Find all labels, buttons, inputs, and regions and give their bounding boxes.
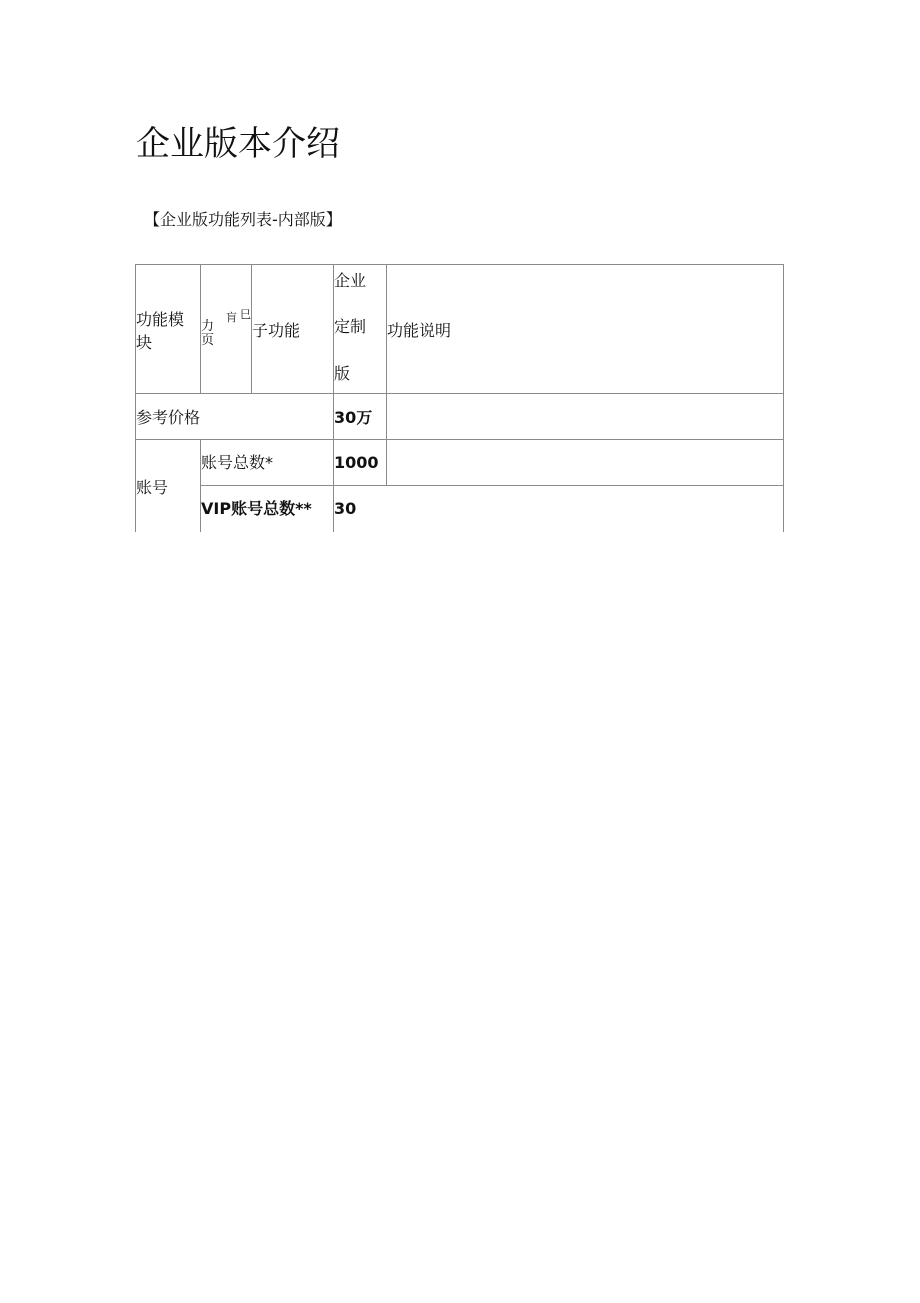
header-edition-line1: 企业 [334, 271, 367, 290]
table-rule-edition [333, 264, 334, 532]
table-border-right [783, 264, 784, 532]
row-account-label: 账号总数* [201, 453, 274, 472]
header-edition-line2: 定制 [334, 317, 367, 336]
page-title: 企业版本介绍 [136, 124, 340, 164]
row-vip-label: VIP账号总数** [201, 499, 312, 518]
table-rule-price [135, 439, 784, 440]
header-module-line2: 块 [136, 333, 153, 352]
header-edition-line3: 版 [334, 364, 351, 383]
row-account-value: 1000 [334, 453, 379, 472]
table-rule-description [386, 264, 387, 485]
header-item-a2: 页 [201, 333, 215, 348]
header-description: 功能说明 [387, 321, 452, 340]
row-account-module: 账号 [136, 478, 169, 497]
header-item-b1: 肓 [226, 311, 237, 324]
table-caption: 【企业版功能列表-内部版】 [144, 210, 342, 229]
header-subfeature: 子功能 [252, 321, 301, 340]
header-module-line1: 功能模 [136, 310, 185, 329]
header-item-a1: 力 [201, 319, 215, 334]
feature-table [135, 264, 784, 532]
row-price-label: 参考价格 [136, 408, 201, 427]
header-item-b2: ⺒ [240, 308, 251, 321]
row-vip-value: 30 [334, 499, 357, 518]
row-price-value: 30万 [334, 408, 373, 427]
table-rule-header [135, 393, 784, 394]
table-rule-account [200, 485, 784, 486]
table-border-top [135, 264, 784, 265]
